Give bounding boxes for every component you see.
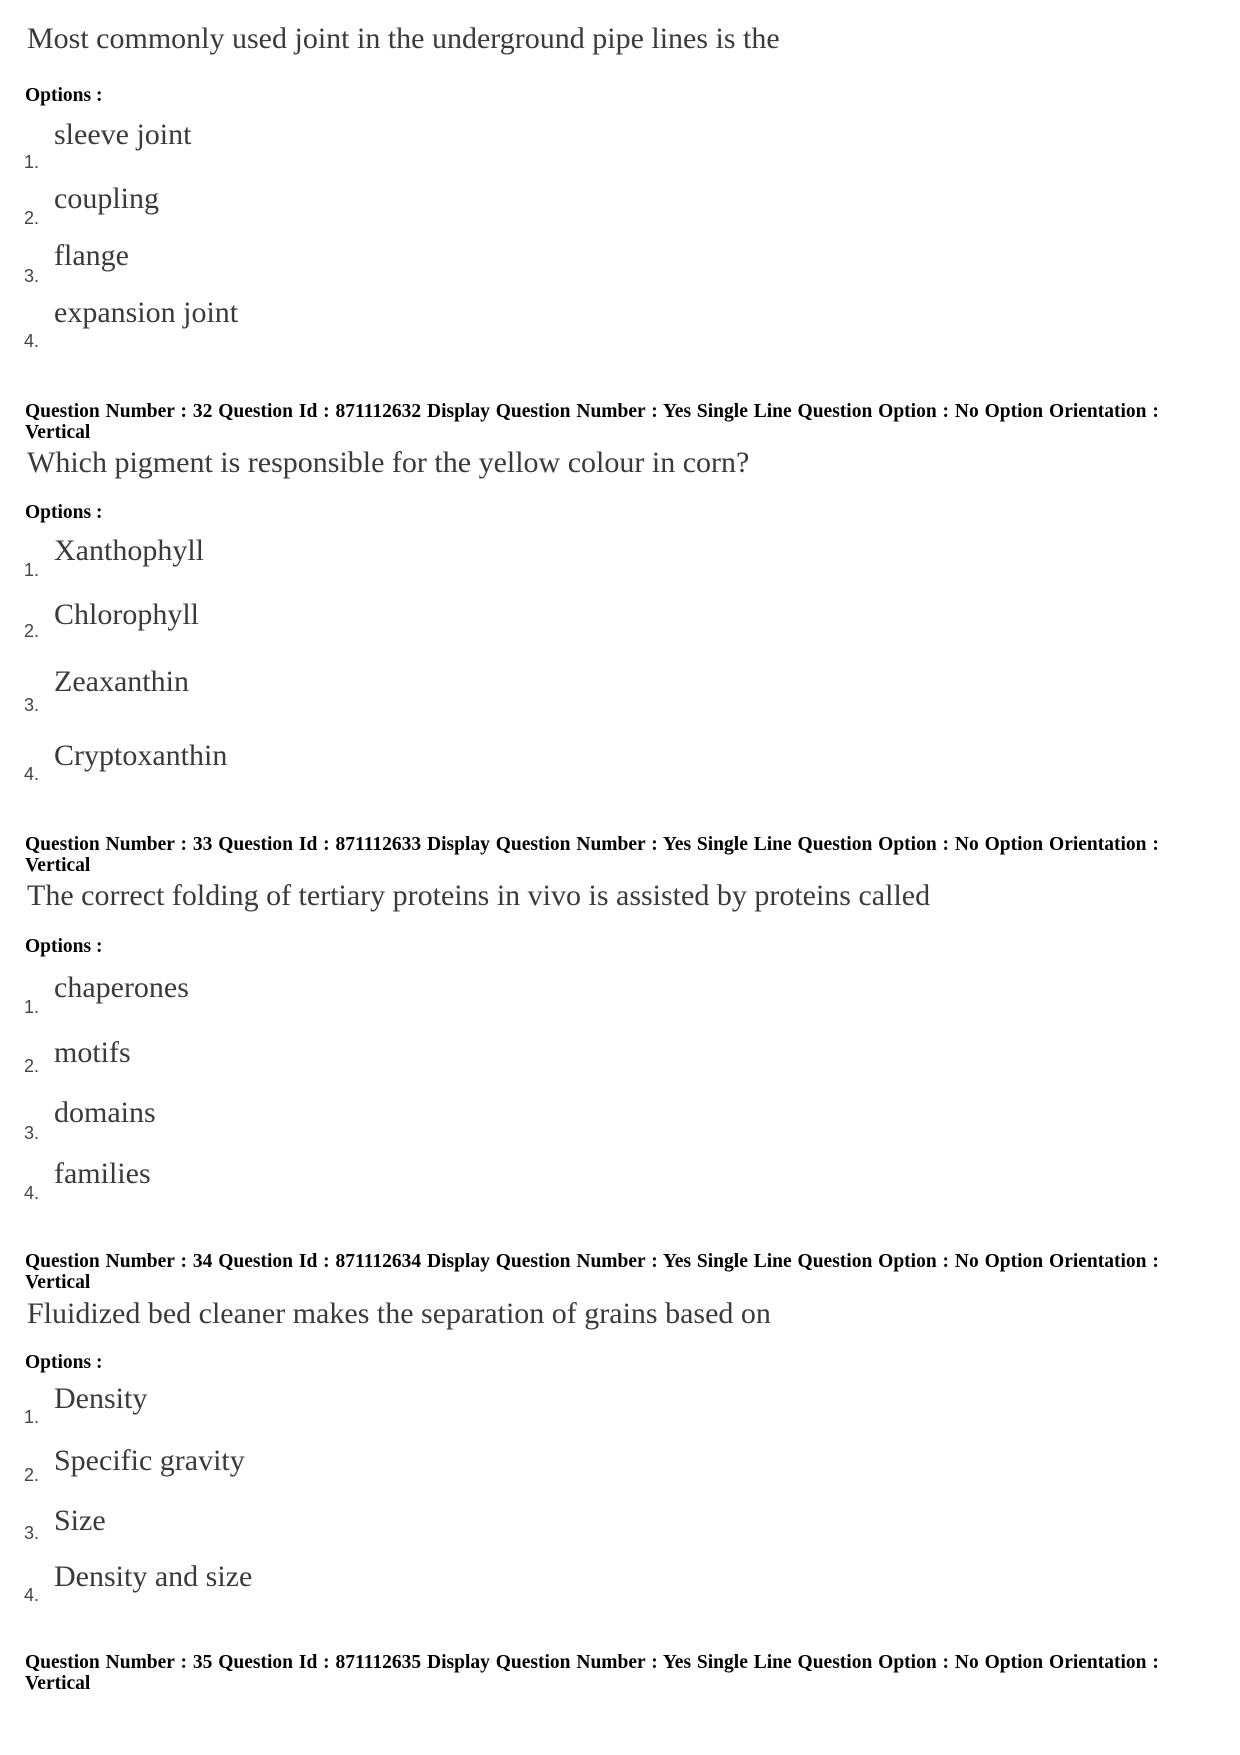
question-text: Fluidized bed cleaner makes the separation of grains based on: [27, 1297, 771, 1330]
option-text: Cryptoxanthin: [54, 739, 228, 772]
option-text: chaperones: [54, 971, 189, 1004]
option-text: sleeve joint: [54, 118, 192, 151]
option-text: Specific gravity: [54, 1444, 245, 1477]
option-text: Xanthophyll: [54, 534, 204, 567]
option-number: 2.: [24, 1465, 40, 1485]
question-text: The correct folding of tertiary proteins in vivo is assisted by proteins called: [27, 879, 931, 912]
option-number: 1.: [24, 997, 40, 1017]
options-label: Options :: [25, 502, 103, 523]
options-label: Options :: [25, 1352, 103, 1373]
option-number: 3.: [24, 1523, 40, 1543]
option-number: 4.: [24, 764, 40, 784]
options-label: Options :: [25, 85, 103, 106]
option-number: 4.: [24, 1585, 40, 1605]
option-number: 1.: [24, 560, 40, 580]
option-number: 3.: [24, 266, 40, 286]
option-number: 3.: [24, 695, 40, 715]
question-text: Most commonly used joint in the underground pipe lines is the: [27, 22, 780, 55]
option-text: families: [54, 1157, 151, 1190]
option-number: 2.: [24, 1056, 40, 1076]
option-text: Size: [54, 1504, 106, 1537]
option-text: flange: [54, 239, 129, 272]
question-text: Which pigment is responsible for the yellow colour in corn?: [27, 446, 750, 479]
options-label: Options :: [25, 936, 103, 957]
option-number: 1.: [24, 152, 40, 172]
option-number: 1.: [24, 1407, 40, 1427]
option-text: Chlorophyll: [54, 598, 200, 631]
option-text: Density: [54, 1382, 148, 1415]
option-number: 2.: [24, 208, 40, 228]
question-meta: Question Number : 32 Question Id : 871112632 Display Question Number : Yes Single Line Question Option : No Option Orientation : Vertical: [25, 401, 1159, 443]
option-text: coupling: [54, 182, 159, 215]
option-number: 4.: [24, 1183, 40, 1203]
option-number: 4.: [24, 331, 40, 351]
option-text: expansion joint: [54, 296, 239, 329]
question-meta: Question Number : 33 Question Id : 871112633 Display Question Number : Yes Single Line Question Option : No Option Orientation : Vertical: [25, 834, 1159, 876]
option-number: 2.: [24, 621, 40, 641]
option-text: Zeaxanthin: [54, 665, 189, 698]
question-meta: Question Number : 34 Question Id : 871112634 Display Question Number : Yes Single Line Question Option : No Option Orientation : Vertical: [25, 1251, 1159, 1293]
option-text: motifs: [54, 1036, 131, 1069]
question-meta: Question Number : 35 Question Id : 871112635 Display Question Number : Yes Single Line Question Option : No Option Orientation : Vertical: [25, 1652, 1159, 1694]
option-text: Density and size: [54, 1560, 253, 1593]
option-number: 3.: [24, 1123, 40, 1143]
option-text: domains: [54, 1096, 156, 1129]
